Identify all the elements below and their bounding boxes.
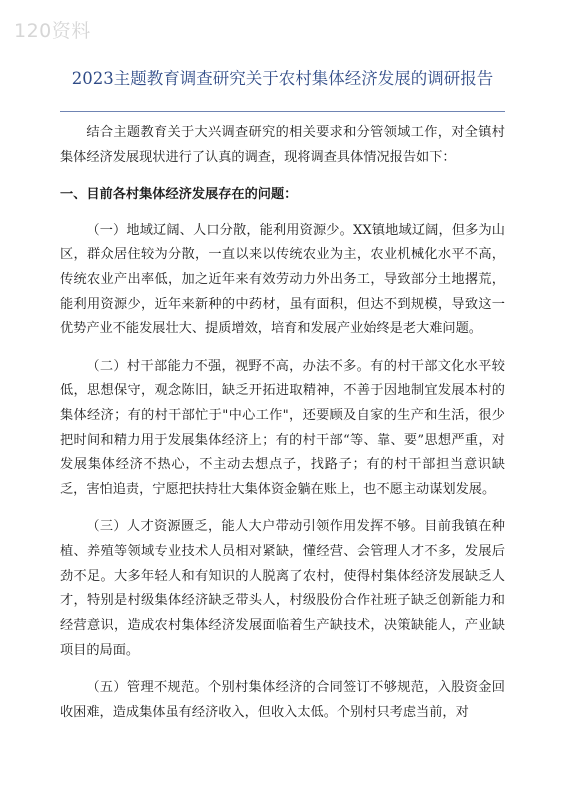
paragraph-4: （五）管理不规范。个别村集体经济的合同签订不够规范，入股资金回收困难，造成集体虽有经济收入，但收入太低。个别村只考虑当前，对 <box>60 680 505 720</box>
paragraph-2: （二）村干部能力不强，视野不高，办法不多。有的村干部文化水平较低，思想保守，观念陈旧，缺乏开拓进取精神，不善于因地制宜发展本村的集体经济；有的村干部忙于"中心工作"，还要顾及自家的生产和生活，很少把时间和精力用于发展集体经济上；有的村干部“等、靠、要”思想严重，对发展集体经济不热心，不主动去想点子，找路子；有的村干部担当意识缺乏，害怕追责，宁愿把扶持壮大集体资金躺在账上，也不愿主动谋划发展。 <box>60 358 505 498</box>
paragraph-1: （一）地域辽阔、人口分散，能利用资源少。XX镇地域辽阔，但多为山区，群众居住较为分散，一直以来以传统农业为主，农业机械化水平不高，传统农业产出率低，加之近年来有效劳动力外出务工，导致部分土地撂荒，能利用资源少，近年来新种的中药材，虽有面积，但达不到规模，导致这一优势产业不能发展壮大、提质增效，培育和发展产业始终是老大难问题。 <box>60 222 505 337</box>
document-body <box>60 121 505 725</box>
paragraph-3: （三）人才资源匮乏，能人大户带动引领作用发挥不够。目前我镇在种植、养殖等领域专业技术人员相对紧缺，懂经营、会管理人才不多，发展后劲不足。大多年轻人和有知识的人脱离了农村，使得村集体经济发展缺乏人才，特别是村级集体经济缺乏带头人，村级股份合作社班子缺乏创新能力和经营意识，造成农村集体经济发展面临着生产缺技术，决策缺能人，产业缺项目的局面。 <box>60 519 505 658</box>
watermark: 120资料 <box>14 20 91 42</box>
intro-paragraph: 结合主题教育关于大兴调查研究的相关要求和分管领域工作，对全镇村集体经济发展现状进行了认真的调查，现将调查具体情况报告如下： <box>60 125 505 165</box>
title-divider <box>60 111 505 112</box>
document-title: 2023主题教育调查研究关于农村集体经济发展的调研报告 <box>71 69 494 88</box>
section-heading: 一、目前各村集体经济发展存在的问题： <box>60 186 298 202</box>
